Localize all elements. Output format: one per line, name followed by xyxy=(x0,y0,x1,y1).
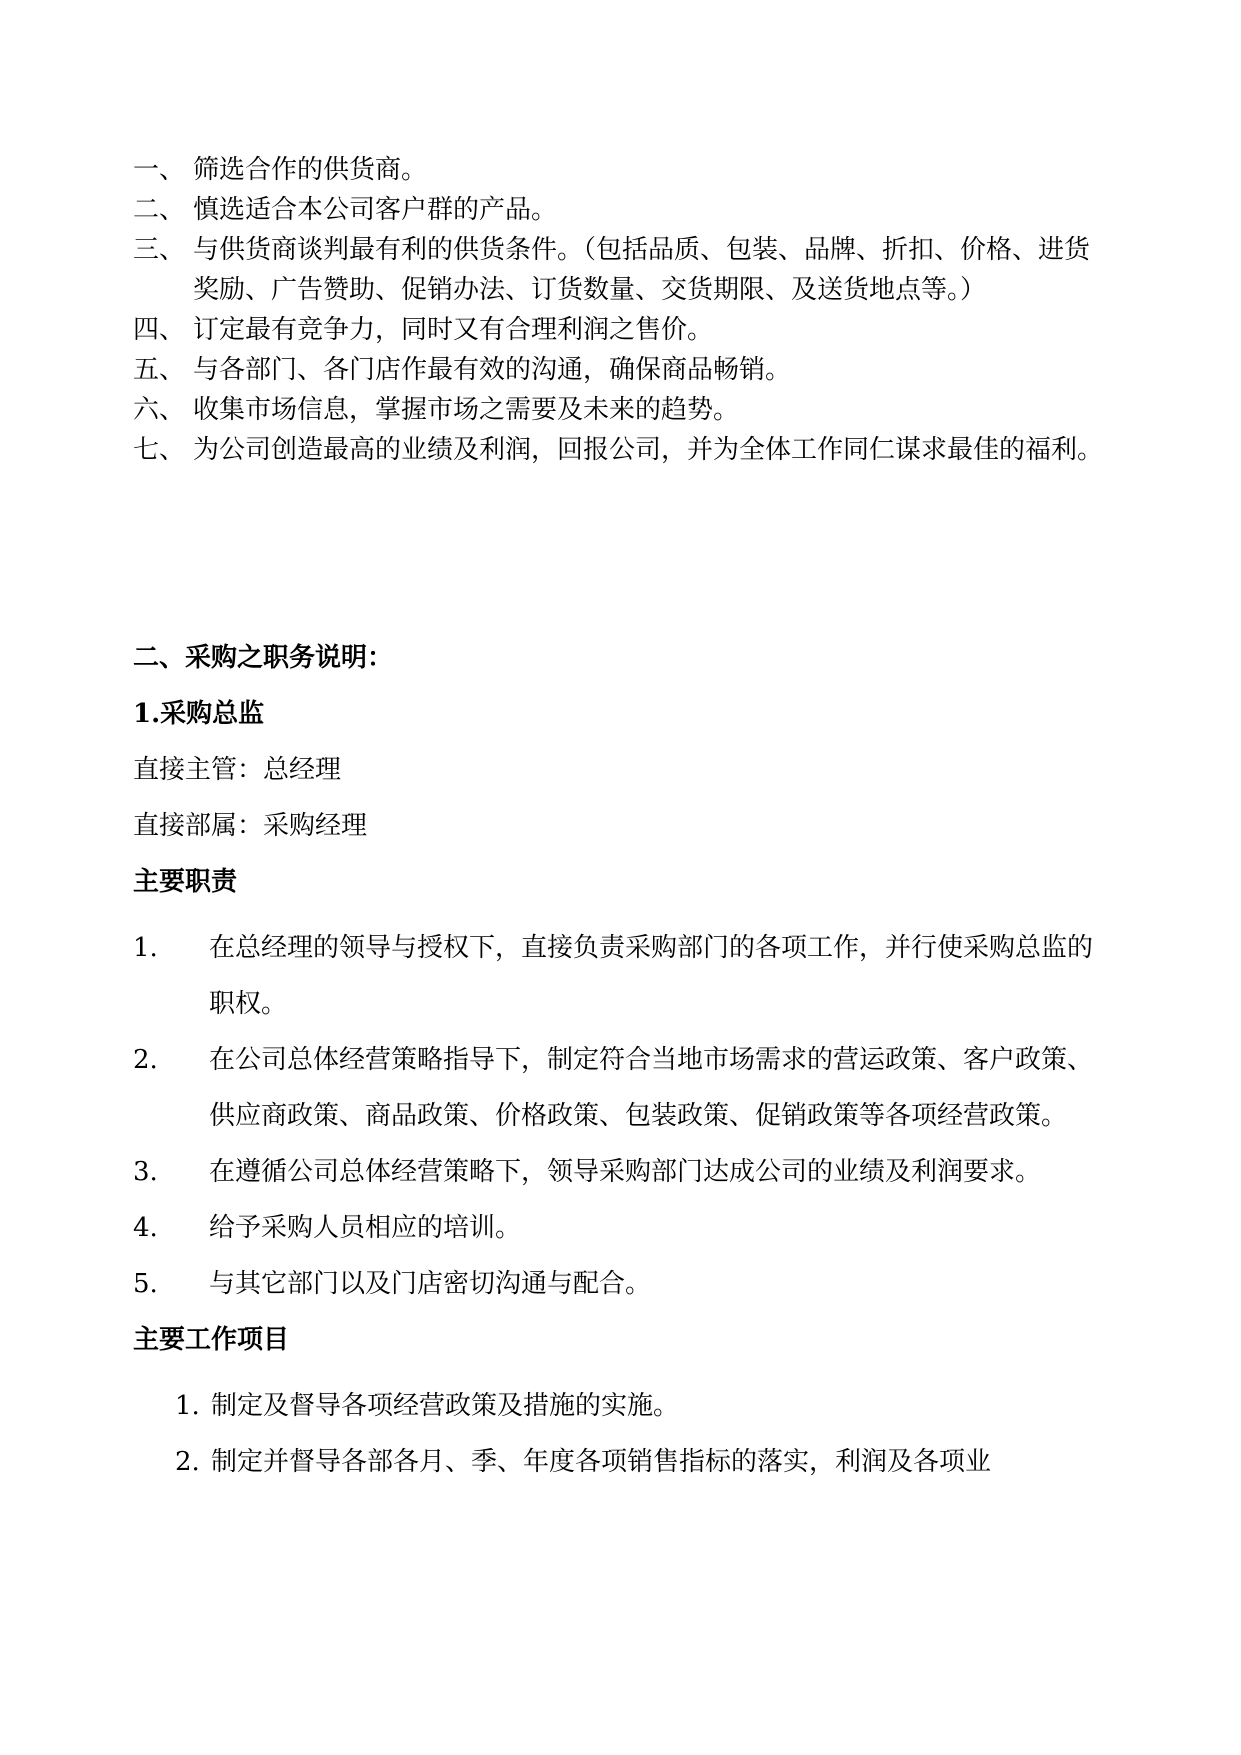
duty-item xyxy=(133,920,1103,1032)
intro-list xyxy=(133,150,1103,470)
list-item xyxy=(133,430,1103,470)
list-item xyxy=(133,310,1103,350)
work-item xyxy=(175,1378,1103,1434)
list-item xyxy=(133,190,1103,230)
direct-supervisor: 直接主管：总经理 xyxy=(133,755,342,785)
work-item-number: 2. xyxy=(175,1447,200,1477)
duty-text: 在公司总体经营策略指导下，制定符合当地市场需求的营运政策、客户政策、供应商政策、商品政策、价格政策、包装政策、促销政策等各项经营政策。 xyxy=(209,1045,1094,1131)
role-title: 1.采购总监 xyxy=(133,699,265,729)
list-item-number: 一、 xyxy=(133,155,186,185)
list-item-text: 与供货商谈判最有利的供货条件。（包括品质、包装、品牌、折扣、价格、进货奖励、广告赞助、促销办法、订货数量、交货期限、及送货地点等。） xyxy=(193,235,1091,305)
work-item-text: 制定并督导各部各月、季、年度各项销售指标的落实，利润及各项业 xyxy=(211,1447,992,1477)
direct-subordinate: 直接部属：采购经理 xyxy=(133,811,368,841)
section-heading: 二、采购之职务说明： xyxy=(133,643,394,673)
duty-text: 与其它部门以及门店密切沟通与配合。 xyxy=(209,1269,652,1299)
duty-number: 2. xyxy=(133,1045,158,1075)
duty-item xyxy=(133,1144,1103,1200)
list-item-text: 为公司创造最高的业绩及利润，回报公司，并为全体工作同仁谋求最佳的福利。 xyxy=(193,435,1104,465)
duty-text: 给予采购人员相应的培训。 xyxy=(209,1213,522,1243)
list-item xyxy=(133,230,1103,310)
list-item-number: 五、 xyxy=(133,355,186,385)
list-item-text: 订定最有竞争力，同时又有合理利润之售价。 xyxy=(193,315,714,345)
list-item-text: 筛选合作的供货商。 xyxy=(193,155,428,185)
list-item xyxy=(133,150,1103,190)
duty-number: 5. xyxy=(133,1269,158,1299)
job-description-section xyxy=(133,640,1103,1490)
list-item-text: 收集市场信息，掌握市场之需要及未来的趋势。 xyxy=(193,395,740,425)
work-item xyxy=(175,1434,1103,1490)
work-heading: 主要工作项目 xyxy=(133,1325,290,1355)
list-item-number: 二、 xyxy=(133,195,186,225)
list-item xyxy=(133,390,1103,430)
list-item-number: 三、 xyxy=(133,235,186,265)
duties-list xyxy=(133,920,1103,1312)
list-item-text: 与各部门、各门店作最有效的沟通，确保商品畅销。 xyxy=(193,355,792,385)
list-item-number: 七、 xyxy=(133,435,186,465)
duty-item xyxy=(133,1200,1103,1256)
duty-item xyxy=(133,1256,1103,1312)
list-item-number: 六、 xyxy=(133,395,186,425)
duty-text: 在遵循公司总体经营策略下，领导采购部门达成公司的业绩及利润要求。 xyxy=(209,1157,1042,1187)
work-item-text: 制定及督导各项经营政策及措施的实施。 xyxy=(211,1391,680,1421)
duty-number: 3. xyxy=(133,1157,158,1187)
duty-text: 在总经理的领导与授权下，直接负责采购部门的各项工作，并行使采购总监的职权。 xyxy=(209,933,1094,1019)
duty-number: 4. xyxy=(133,1213,158,1243)
list-item xyxy=(133,350,1103,390)
duty-number: 1. xyxy=(133,933,158,963)
work-item-number: 1. xyxy=(175,1391,200,1421)
list-item-text: 慎选适合本公司客户群的产品。 xyxy=(193,195,558,225)
duties-heading: 主要职责 xyxy=(133,867,238,897)
work-items-list xyxy=(133,1378,1103,1490)
list-item-number: 四、 xyxy=(133,315,186,345)
duty-item xyxy=(133,1032,1103,1144)
